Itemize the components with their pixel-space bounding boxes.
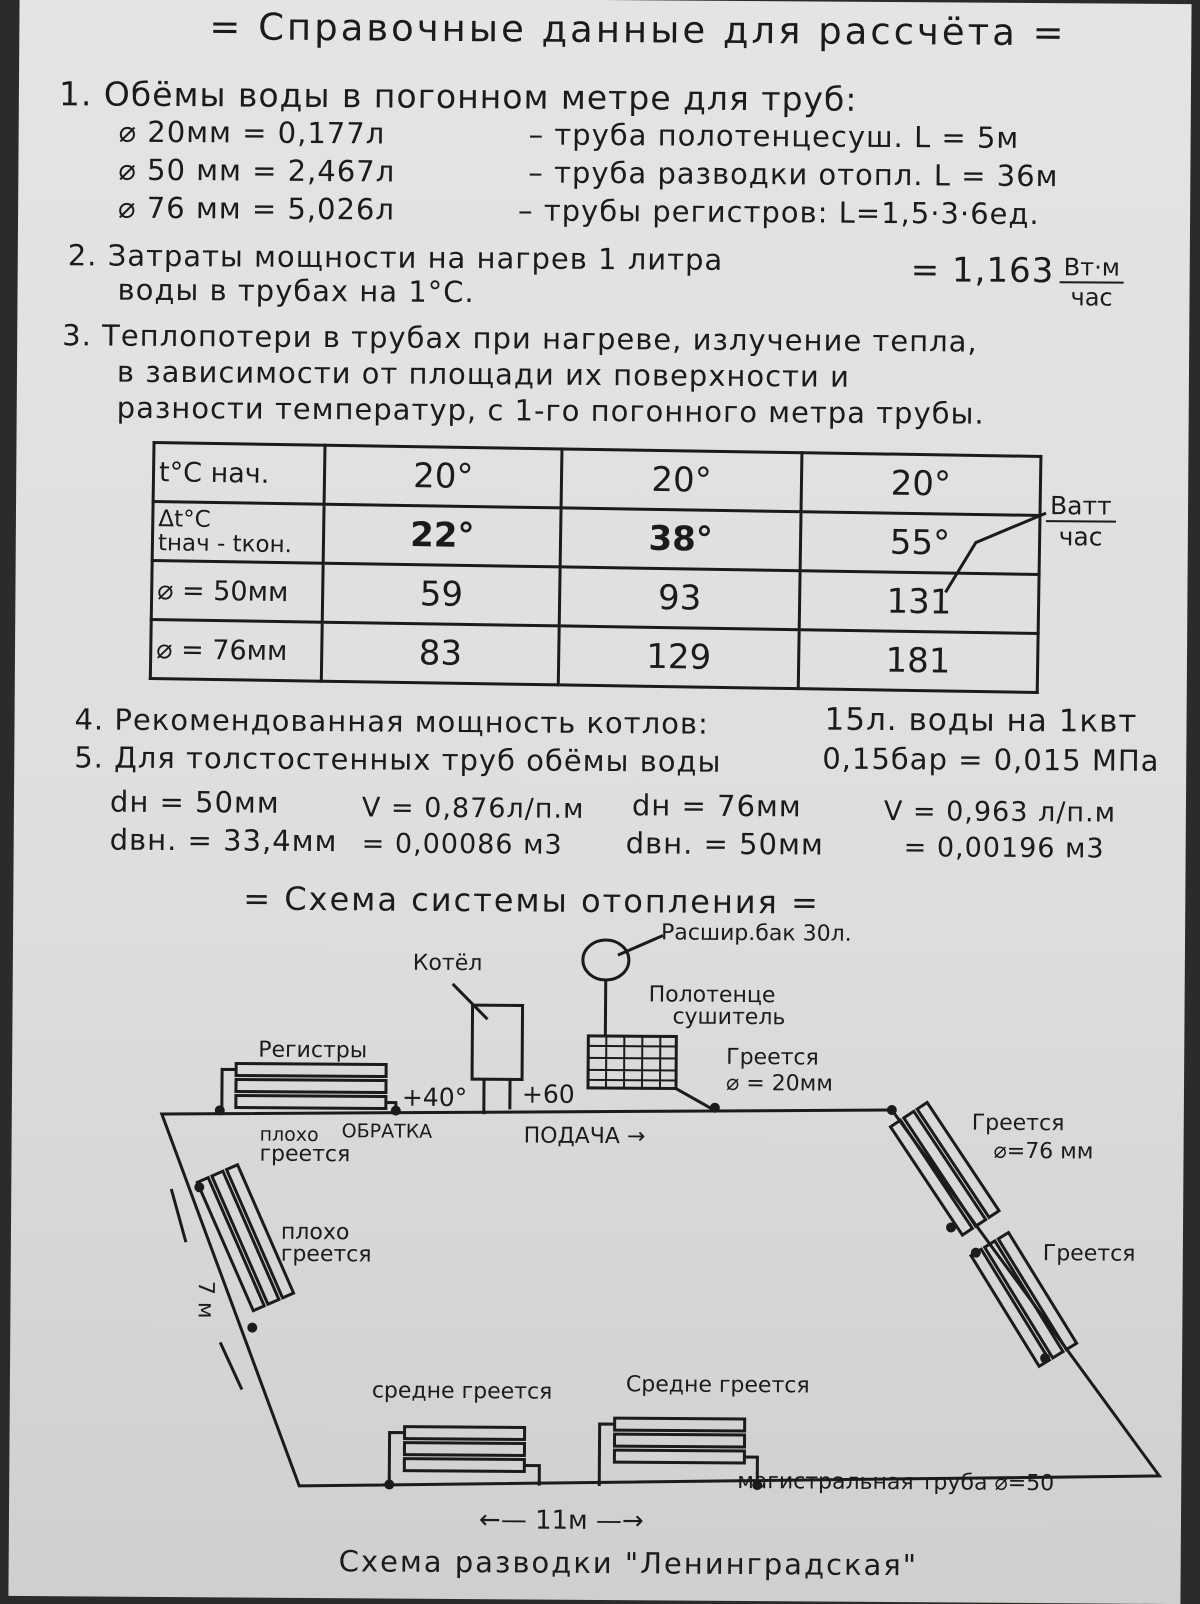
table-cell: 93 [560,567,800,630]
pipe-volume-row-3-right: – трубы регистров: L=1,5·3·6ед. [518,193,1040,231]
table-cell: 22° [323,504,561,567]
notebook-page [8,0,1191,1604]
section-5-a-dn: dн = 50мм [110,785,280,820]
bottom-left-label: средне греется [372,1378,553,1404]
registers-label: Регистры [258,1038,367,1064]
section-3-line-1: 3. Теплопотери в трубах при нагреве, излучение тепла, [62,318,978,358]
table-head-d50: ⌀ = 50мм [151,560,323,622]
pipe-volume-row-3-left: ⌀ 76 мм = 5,026л [118,191,395,227]
table-head-start-temp: t°С нач. [153,443,325,505]
section-2-line-2: воды в трубах на 1°С. [117,273,474,309]
towel-dryer-diameter: ⌀ = 20мм [726,1071,833,1097]
section-4-text: 4. Рекомендованная мощность котлов: [74,702,708,740]
table-unit-numerator: Ватт [1046,491,1116,522]
return-poor-label: плохо [260,1124,319,1146]
expansion-tank-label: Расшир.бак 30л. [661,920,852,946]
section-5-b-m3: = 0,00196 м3 [904,832,1105,864]
register-top-3 [236,1095,386,1108]
section-5-pressure: 0,15бар = 0,015 МПа [822,742,1159,778]
scheme-title: = Схема системы отопления = [243,880,820,922]
right-top-diameter: ⌀=76 мм [993,1139,1093,1165]
down-arrow [220,1342,242,1389]
return-heats-label: греется [259,1142,350,1168]
return-label: ОБРАТКА [342,1120,433,1143]
bottom-register-right [599,1418,757,1487]
heating-scheme-drawing [8,0,1191,1604]
section-1-heading: 1. Обёмы воды в погонном метре для труб: [59,74,858,119]
tank-pointer [618,935,663,955]
boiler-pointer [452,984,487,1019]
table-unit-denominator: час [1046,522,1116,551]
table-unit-arrow [945,512,1046,593]
page-title: = Справочные данные для рассчёта = [209,5,1067,54]
table-cell: 131 [799,571,1039,634]
table-head-delta-top: Δt°С [158,507,318,534]
left-poor-label: плохо [281,1220,350,1245]
section-4-value: 15л. воды на 1квт [824,702,1137,740]
table-cell: 20° [561,449,801,512]
scheme-caption: Схема разводки "Ленинградская" [339,1544,919,1582]
pipe-volume-row-2-right: – труба разводки отопл. L = 36м [528,155,1058,193]
bottom-length: ←— 11м —→ [479,1505,644,1536]
table-head-d76: ⌀ = 76мм [150,619,322,681]
table-head-delta-bottom: tнач - tкон. [158,531,318,558]
table-cell: 20° [801,453,1041,516]
supply-temperature: +60 [522,1079,575,1108]
table-cell: 181 [798,630,1038,693]
return-temperature: +40° [402,1083,467,1112]
section-3-line-2: в зависимости от площади их поверхности и [117,355,850,394]
pipe-volume-row-1-left: ⌀ 20мм = 0,177л [119,115,386,151]
towel-dryer-label-2: сушитель [672,1005,785,1031]
section-5-b-dvn: dвн. = 50мм [626,826,824,861]
boiler-pipes [484,1079,510,1114]
pipe-volume-row-2-left: ⌀ 50 мм = 2,467л [118,153,395,189]
boiler-shape [472,1005,523,1079]
register-top-2 [236,1079,386,1092]
table-cell: 59 [322,563,560,626]
boiler-label: Котёл [413,951,483,976]
left-heats-label: греется [281,1242,372,1268]
section-5-b-dn: dн = 76мм [632,788,802,823]
right-mid-heats: Греется [1043,1241,1136,1267]
section-2-unit-numerator: Вт·м [1060,253,1124,283]
pipe-volume-row-1-right: – труба полотенцесуш. L = 5м [529,117,1020,154]
section-5-b-volume: V = 0,963 л/п.м [884,796,1116,829]
towel-dryer-label-1: Полотенце [649,982,776,1008]
expansion-tank-shape [583,940,629,980]
register-top-1 [236,1063,386,1076]
section-2-unit-denominator: час [1059,283,1123,311]
section-2-value: = 1,163 [911,250,1055,291]
main-pipe-label: магистральная труба ⌀=50 [737,1469,1054,1496]
up-arrow [171,1189,186,1242]
table-cell: 55° [800,512,1040,575]
section-2-line-1: 2. Затраты мощности на нагрев 1 литра [68,238,724,277]
section-5-text: 5. Для толстостенных труб обёмы воды [74,740,721,779]
bottom-register-left [389,1427,539,1486]
section-5-a-m3: = 0,00086 м3 [362,828,563,860]
section-5-a-dvn: dвн. = 33,4мм [110,823,338,859]
table-cell: 83 [321,622,559,685]
bottom-right-label: Средне греется [626,1372,810,1398]
table-cell: 38° [561,508,801,571]
towel-dryer-heats: Греется [726,1045,819,1071]
table-cell: 20° [324,445,562,508]
section-3-line-3: разности температур, с 1-го погонного метра трубы. [117,391,985,431]
left-length: 7 м [193,1281,218,1319]
table-cell: 129 [559,626,799,689]
right-top-heats: Греется [972,1111,1065,1137]
supply-label: ПОДАЧА → [524,1123,646,1149]
section-5-a-volume: V = 0,876л/п.м [362,792,585,825]
